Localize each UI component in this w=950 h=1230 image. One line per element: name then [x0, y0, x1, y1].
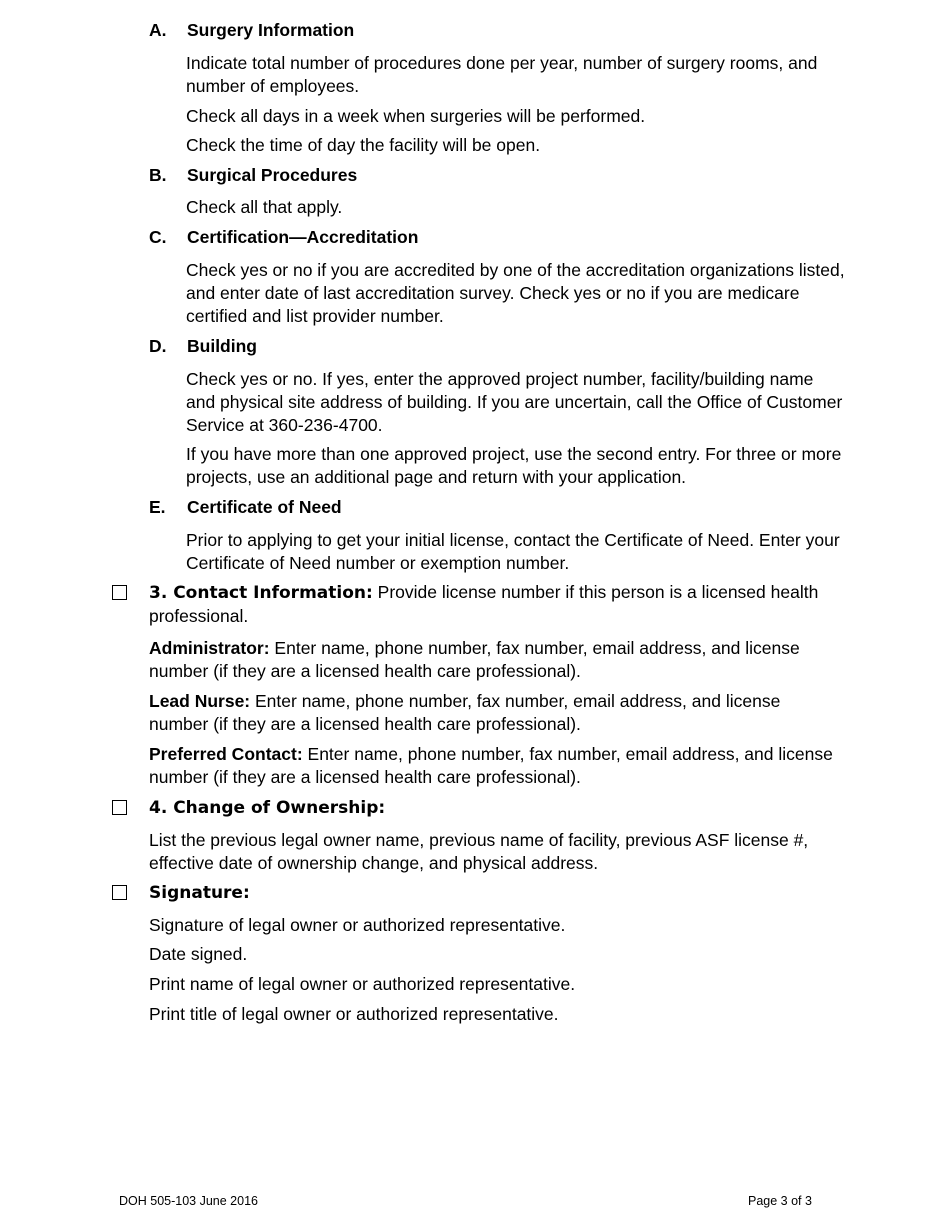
section-a-letter: A.	[149, 20, 167, 40]
signature-heading: Signature:	[149, 883, 250, 903]
contact-info-heading: 3. Contact Information:	[149, 583, 373, 603]
signature-line-2: Date signed.	[149, 944, 248, 964]
section-d-letter: D.	[149, 336, 167, 356]
section-a-text-1: Indicate total number of procedures done per year, number of surgery rooms, and number of employees.	[186, 53, 818, 96]
contact-info-intro: Provide license number if this person is a licensed health professional.	[149, 582, 819, 626]
section-c-heading	[149, 226, 418, 249]
preferred-contact-label: Preferred Contact:	[149, 744, 303, 764]
section-c-text-1: Check yes or no if you are accredited by one of the accreditation organizations listed, and enter date of last accreditation survey. Check yes or no if you are medicare certified and list provider number.	[186, 260, 845, 326]
lead-nurse-paragraph	[149, 690, 839, 736]
footer-page-number: Page 3 of 3	[748, 1194, 812, 1208]
contact-info-paragraph	[149, 581, 839, 628]
signature-line-4: Print title of legal owner or authorized representative.	[149, 1004, 559, 1024]
section-e-title: Certificate of Need	[187, 497, 342, 517]
change-of-ownership-heading-line	[149, 796, 839, 820]
section-a-title: Surgery Information	[187, 20, 355, 40]
signature-line-1: Signature of legal owner or authorized representative.	[149, 915, 566, 935]
section-d-text-2: If you have more than one approved project, use the second entry. For three or more projects, use an additional page and return with your application.	[186, 444, 842, 487]
lead-nurse-text: Enter name, phone number, fax number, email address, and license number (if they are a licensed health care professional).	[149, 691, 781, 734]
footer-form-id: DOH 505-103 June 2016	[119, 1194, 258, 1208]
signature-line-3: Print name of legal owner or authorized representative.	[149, 974, 576, 994]
administrator-text: Enter name, phone number, fax number, email address, and license number (if they are a licensed health care professional).	[149, 638, 800, 681]
section-b-heading	[149, 164, 357, 187]
section-d-heading	[149, 335, 257, 358]
section-b-letter: B.	[149, 165, 167, 185]
section-c-title: Certification—Accreditation	[187, 227, 419, 247]
lead-nurse-label: Lead Nurse:	[149, 691, 251, 711]
section-e-heading	[149, 496, 342, 519]
section-a-heading	[149, 19, 354, 42]
preferred-contact-text: Enter name, phone number, fax number, email address, and license number (if they are a licensed health care professional).	[149, 744, 833, 787]
change-of-ownership-checkbox[interactable]	[112, 800, 127, 815]
signature-checkbox[interactable]	[112, 885, 127, 900]
section-a-text-2: Check all days in a week when surgeries will be performed.	[186, 106, 646, 126]
contact-info-checkbox[interactable]	[112, 585, 127, 600]
administrator-paragraph	[149, 637, 839, 683]
signature-heading-line	[149, 881, 839, 905]
administrator-label: Administrator:	[149, 638, 270, 658]
change-of-ownership-text: List the previous legal owner name, previous name of facility, previous ASF license #, effective date of ownership change, and physical address.	[149, 830, 809, 873]
change-of-ownership-heading: 4. Change of Ownership:	[149, 798, 386, 818]
section-d-title: Building	[187, 336, 257, 356]
section-b-title: Surgical Procedures	[187, 165, 358, 185]
section-c-letter: C.	[149, 227, 167, 247]
section-e-letter: E.	[149, 497, 166, 517]
section-b-text-1: Check all that apply.	[186, 197, 343, 217]
section-d-text-1: Check yes or no. If yes, enter the approved project number, facility/building name and physical site address of building. If you are uncertain, call the Office of Customer Service at 360-236-4700.	[186, 369, 843, 435]
preferred-contact-paragraph	[149, 743, 839, 789]
section-a-text-3: Check the time of day the facility will be open.	[186, 135, 541, 155]
section-e-text-1: Prior to applying to get your initial license, contact the Certificate of Need. Enter your Certificate of Need number or exemption number.	[186, 530, 840, 573]
